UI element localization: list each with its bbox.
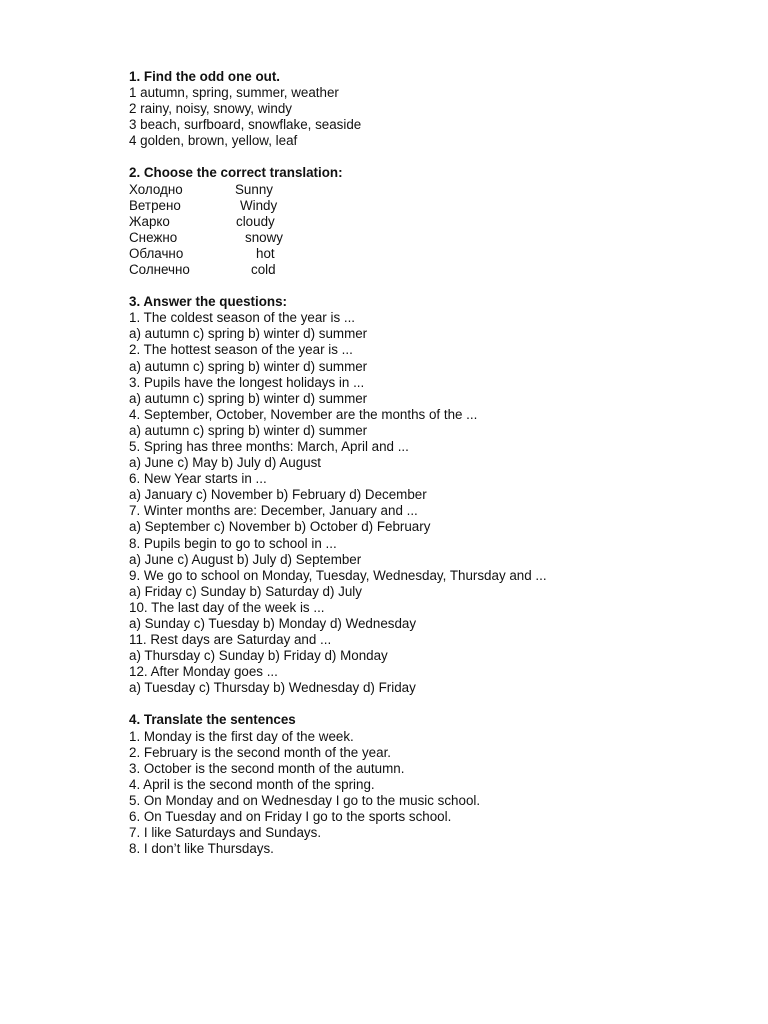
translation-row [129,246,749,262]
english-word: cold [251,262,276,278]
english-word: Sunny [235,181,273,197]
exercise-line: 2 rainy, noisy, snowy, windy [129,101,292,117]
question-line: 9. We go to school on Monday, Tuesday, Wednesday, Thursday and ... [129,567,547,583]
answer-options: a) Tuesday c) Thursday b) Wednesday d) Friday [129,680,416,696]
question-line: 7. Winter months are: December, January and ... [129,503,418,519]
section-answer-questions [129,294,749,696]
sentence-line: 6. On Tuesday and on Friday I go to the sports school. [129,809,452,825]
sentence-line: 3. October is the second month of the autumn. [129,760,405,776]
russian-word: Ветрено [129,197,181,213]
sentence-line: 5. On Monday and on Wednesday I go to the music school. [129,792,481,808]
question-line: 5. Spring has three months: March, April and ... [129,438,409,454]
section-heading: 1. Find the odd one out. [129,69,280,84]
sentence-line: 7. I like Saturdays and Sundays. [129,825,322,841]
section-heading: 3. Answer the questions: [129,294,287,310]
sentence-line: 1. Monday is the first day of the week. [129,728,354,744]
answer-options: a) autumn c) spring b) winter d) summer [129,358,368,374]
question-line: 3. Pupils have the longest holidays in ... [129,374,365,390]
question-line: 2. The hottest season of the year is ... [129,342,353,358]
answer-options: a) January c) November b) February d) December [129,487,427,503]
section-translate-sentences [129,712,749,857]
section-heading: 2. Choose the correct translation: [129,165,343,181]
answer-options: a) autumn c) spring b) winter d) summer [129,422,368,438]
translation-row [129,182,749,198]
answer-options: a) autumn c) spring b) winter d) summer [129,390,368,406]
russian-word: Облачно [129,245,184,261]
russian-word: Холодно [129,181,183,197]
exercise-line: 1 autumn, spring, summer, weather [129,85,339,101]
exercise-line: 3 beach, surfboard, snowflake, seaside [129,117,362,133]
answer-options: a) Thursday c) Sunday b) Friday d) Monday [129,648,388,664]
russian-word: Солнечно [129,262,190,278]
english-word: cloudy [236,213,275,229]
answer-options: a) Sunday c) Tuesday b) Monday d) Wednesday [129,616,417,631]
answer-options: a) Friday c) Sunday b) Saturday d) July [129,583,362,599]
sentence-line: 2. February is the second month of the year. [129,744,392,760]
worksheet-page [129,69,749,857]
section-heading: 4. Translate the sentences [129,712,296,728]
english-word: hot [256,245,275,261]
translation-row [129,262,749,278]
question-line: 12. After Monday goes ... [129,664,278,680]
sentence-line: 8. I don’t like Thursdays. [129,841,274,857]
english-word: snowy [245,229,283,245]
translation-row [129,230,749,246]
english-word: Windy [240,197,278,213]
translation-row [129,214,749,230]
answer-options: a) September c) November b) October d) February [129,519,431,535]
question-line: 6. New Year starts in ... [129,471,267,487]
answer-options: a) June c) May b) July d) August [129,455,322,471]
exercise-line: 4 golden, brown, yellow, leaf [129,133,298,149]
russian-word: Жарко [129,213,170,229]
russian-word: Снежно [129,229,178,245]
question-line: 4. September, October, November are the months of the ... [129,406,478,422]
answer-options: a) June c) August b) July d) September [129,551,362,567]
question-line: 8. Pupils begin to go to school in ... [129,535,337,551]
question-line: 10. The last day of the week is ... [129,599,325,615]
translation-row [129,198,749,214]
answer-options: a) autumn c) spring b) winter d) summer [129,326,368,342]
sentence-line: 4. April is the second month of the spring. [129,776,375,792]
section-odd-one-out [129,69,749,149]
section-translation-match [129,165,749,278]
question-line: 11. Rest days are Saturday and ... [129,632,332,648]
question-line: 1. The coldest season of the year is ... [129,310,356,326]
